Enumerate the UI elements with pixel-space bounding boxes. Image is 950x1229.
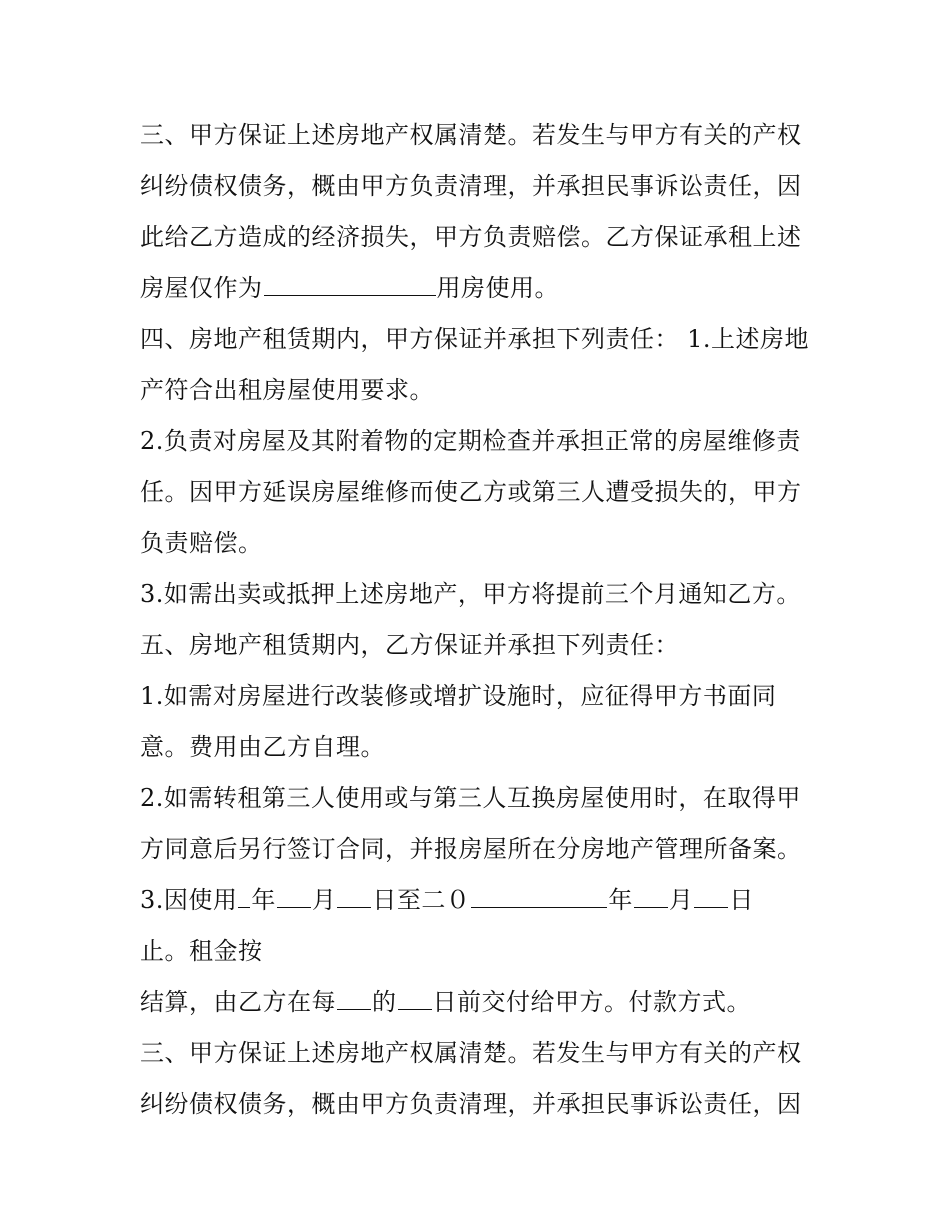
text-line: 负责赔偿。 bbox=[140, 529, 263, 557]
text-segment: 日 bbox=[729, 886, 754, 914]
text-line bbox=[140, 263, 820, 314]
text-line: 纠纷债权债务，概由甲方负责清理，并承担民事诉讼责任，因 bbox=[140, 1090, 802, 1118]
fill-in-blank[interactable] bbox=[277, 906, 311, 908]
text-line: 1.如需对房屋进行改装修或增扩设施时，应征得甲方书面同 bbox=[140, 682, 777, 710]
fill-in-blank[interactable] bbox=[337, 906, 371, 908]
text-line: 2.负责对房屋及其附着物的定期检查并承担正常的房屋维修责 bbox=[140, 427, 801, 455]
text-segment: 的 bbox=[372, 988, 397, 1016]
text-line bbox=[140, 977, 820, 1028]
text-line: 四、房地产租赁期内，甲方保证并承担下列责任： 1.上述房地 bbox=[140, 325, 810, 353]
fill-in-blank[interactable] bbox=[238, 906, 250, 908]
text-segment: 月 bbox=[668, 886, 694, 914]
text-segment: 房屋仅作为 bbox=[140, 274, 263, 302]
fill-in-blank[interactable] bbox=[337, 1008, 371, 1010]
text-line: 3.如需出卖或抵押上述房地产，甲方将提前三个月通知乙方。 bbox=[140, 580, 801, 608]
text-line: 产符合出租房屋使用要求。 bbox=[140, 376, 434, 404]
fill-in-blank[interactable] bbox=[471, 906, 607, 908]
document-page bbox=[140, 110, 820, 1130]
text-line: 意。费用由乙方自理。 bbox=[140, 733, 385, 761]
text-segment: 结算，由乙方在每 bbox=[140, 988, 336, 1016]
fill-in-blank[interactable] bbox=[694, 906, 728, 908]
text-line: 2.如需转租第三人使用或与第三人互换房屋使用时，在取得甲 bbox=[140, 784, 801, 812]
text-line: 任。因甲方延误房屋维修而使乙方或第三人遭受损失的，甲方 bbox=[140, 478, 802, 506]
fill-in-blank[interactable] bbox=[634, 906, 668, 908]
text-segment: 年 bbox=[608, 886, 633, 914]
text-line: 三、甲方保证上述房地产权属清楚。若发生与甲方有关的产权 bbox=[140, 121, 802, 149]
text-segment: 年 bbox=[251, 886, 276, 914]
text-segment: 3.因使用 bbox=[140, 886, 238, 914]
fill-in-blank[interactable] bbox=[264, 294, 436, 296]
text-line: 纠纷债权债务，概由甲方负责清理，并承担民事诉讼责任，因 bbox=[140, 172, 802, 200]
text-line: 止。租金按 bbox=[140, 937, 263, 965]
text-line: 三、甲方保证上述房地产权属清楚。若发生与甲方有关的产权 bbox=[140, 1039, 802, 1067]
text-line: 此给乙方造成的经济损失，甲方负责赔偿。乙方保证承租上述 bbox=[140, 223, 802, 251]
text-line: 五、房地产租赁期内，乙方保证并承担下列责任： bbox=[140, 631, 679, 659]
text-segment: 用房使用。 bbox=[436, 274, 559, 302]
text-segment: 月 bbox=[311, 886, 337, 914]
text-segment: 日前交付给甲方。付款方式。 bbox=[432, 988, 751, 1016]
text-line bbox=[140, 875, 820, 926]
fill-in-blank[interactable] bbox=[398, 1008, 432, 1010]
text-segment: 日至二０ bbox=[372, 886, 471, 914]
text-line: 方同意后另行签订合同，并报房屋所在分房地产管理所备案。 bbox=[140, 835, 802, 863]
